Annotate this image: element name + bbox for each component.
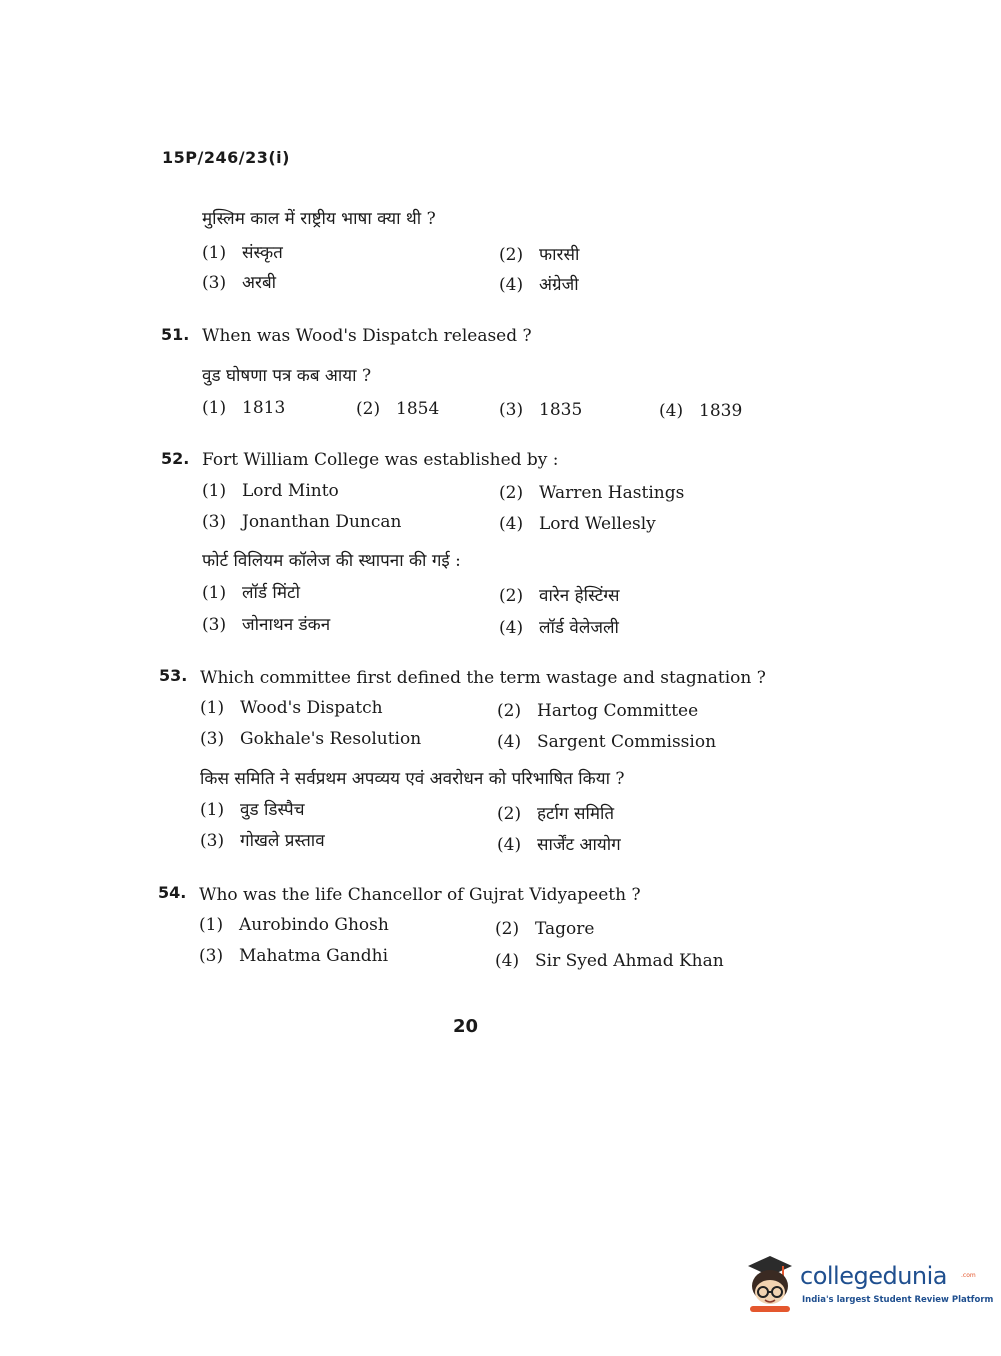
q53-en-option-4: (4) Sargent Commission <box>497 732 717 752</box>
q52-number: 52. <box>161 449 190 468</box>
q51-option-2: (2) 1854 <box>356 399 440 419</box>
q51-number: 51. <box>161 325 190 344</box>
logo-wordmark: collegedunia <box>800 1262 948 1290</box>
q53-hi-option-4: (4) सार्जेंट आयोग <box>497 835 621 855</box>
q52-hi-option-2: (2) वारेन हेस्टिंग्स <box>499 586 620 606</box>
page-number: 20 <box>453 1016 479 1037</box>
q53-number: 53. <box>159 666 188 685</box>
q51-option-3: (3) 1835 <box>499 400 583 420</box>
q52-en-option-1: (1) Lord Minto <box>202 481 339 501</box>
q54-en-option-1: (1) Aurobindo Ghosh <box>199 915 389 935</box>
q53-hindi-question: किस समिति ने सर्वप्रथम अपव्यय एवं अवरोधन को परिभाषित किया ? <box>200 769 625 789</box>
q52-en-option-3: (3) Jonanthan Duncan <box>202 512 402 532</box>
q54-en-option-2: (2) Tagore <box>495 919 595 939</box>
q53-hi-option-2: (2) हर्टाग समिति <box>497 804 615 824</box>
q53-en-option-3: (3) Gokhale's Resolution <box>200 729 422 749</box>
q53-en-option-1: (1) Wood's Dispatch <box>200 698 383 718</box>
q53-hi-option-3: (3) गोखले प्रस्ताव <box>200 831 325 851</box>
q54-number: 54. <box>158 883 187 902</box>
q52-hi-option-3: (3) जोनाथन डंकन <box>202 615 331 635</box>
paper-code: 15P/246/23(i) <box>162 148 290 167</box>
q51-hindi-question: वुड घोषणा पत्र कब आया ? <box>202 366 372 386</box>
q50-hi-option-4: (4) अंग्रेजी <box>499 275 579 295</box>
q51-english-question: When was Wood's Dispatch released ? <box>202 326 532 346</box>
q52-hi-option-4: (4) लॉर्ड वेलेजली <box>499 618 619 638</box>
q51-option-4: (4) 1839 <box>659 401 743 421</box>
q54-en-option-4: (4) Sir Syed Ahmad Khan <box>495 951 724 971</box>
q52-hi-option-1: (1) लॉर्ड मिंटो <box>202 583 300 603</box>
q52-english-question: Fort William College was established by : <box>202 450 559 470</box>
q52-en-option-4: (4) Lord Wellesly <box>499 514 656 534</box>
q50-hi-option-2: (2) फारसी <box>499 245 580 265</box>
q50-hindi-question: मुस्लिम काल में राष्ट्रीय भाषा क्या थी ? <box>202 209 436 229</box>
q52-hindi-question: फोर्ट विलियम कॉलेज की स्थापना की गई : <box>202 551 461 571</box>
q51-option-1: (1) 1813 <box>202 398 286 418</box>
q53-en-option-2: (2) Hartog Committee <box>497 701 699 721</box>
collegedunia-logo <box>742 1250 994 1320</box>
q53-hi-option-1: (1) वुड डिस्पैच <box>200 800 305 820</box>
q52-en-option-2: (2) Warren Hastings <box>499 483 685 503</box>
logo-suffix: .com <box>961 1272 976 1279</box>
q50-hi-option-3: (3) अरबी <box>202 273 277 293</box>
logo-tagline: India's largest Student Review Platform <box>802 1295 994 1305</box>
mascot-icon <box>742 1250 800 1316</box>
q53-english-question: Which committee first defined the term wastage and stagnation ? <box>200 668 766 688</box>
q50-hi-option-1: (1) संस्कृत <box>202 243 283 263</box>
q54-en-option-3: (3) Mahatma Gandhi <box>199 946 389 966</box>
q54-english-question: Who was the life Chancellor of Gujrat Vidyapeeth ? <box>199 885 641 905</box>
